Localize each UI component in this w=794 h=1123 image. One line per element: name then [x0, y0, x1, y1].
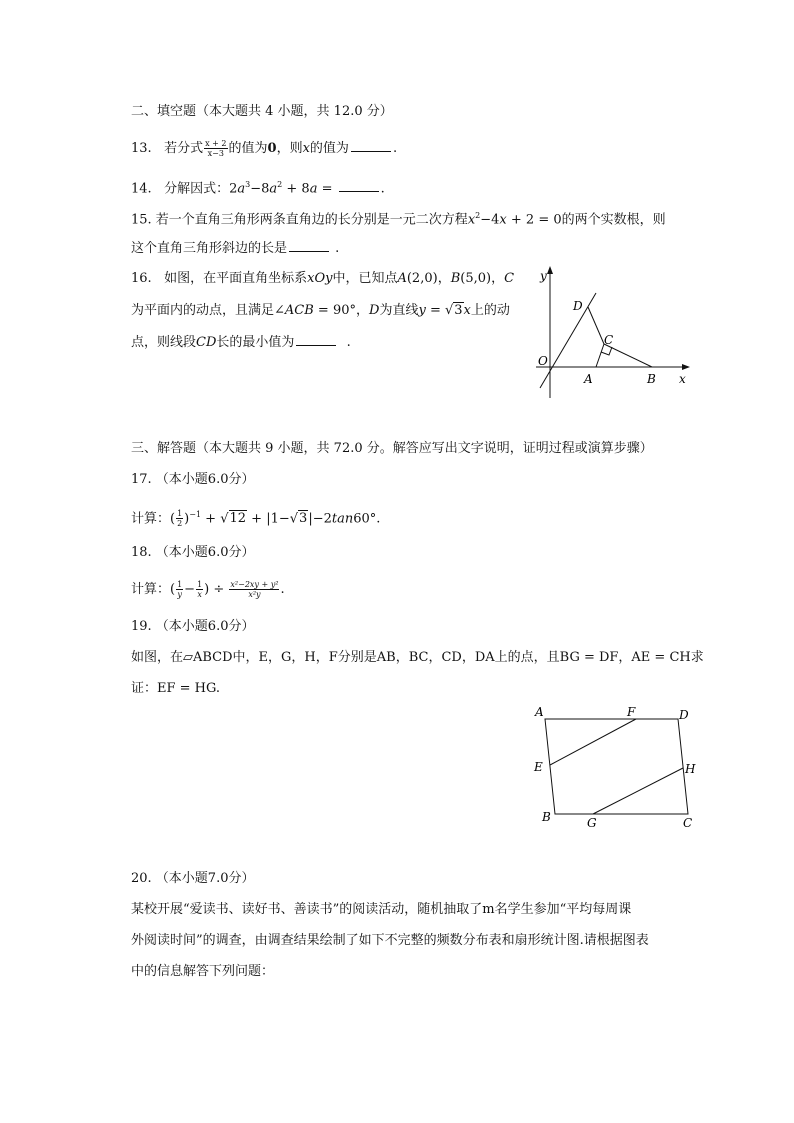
q16-line2c: 为直线 — [379, 303, 419, 318]
q16-coordinate-figure — [530, 262, 700, 400]
q16-C: C — [504, 271, 515, 286]
q14-a1: a — [237, 181, 246, 197]
q17-text-a: 计算：( — [131, 511, 176, 527]
q18-frac1-num: 1 — [177, 580, 183, 589]
q15-eq-minus4: −4 — [480, 212, 500, 228]
q18-frac2 — [196, 580, 203, 599]
fig19-label-G: G — [587, 816, 597, 830]
q14-plus8: + 8 — [282, 181, 310, 197]
q16-D: D — [369, 303, 380, 318]
q14-text-e: . — [380, 181, 385, 197]
q17-text-f: 60°. — [353, 511, 381, 527]
q16-text-b: 中，已知点 — [332, 271, 398, 286]
q15-line1: 15. 若一个直角三角形两条直角边的长分别是一元二次方程 — [131, 212, 468, 228]
fig16-segment-DC — [588, 307, 604, 344]
q16-comma1: ， — [437, 271, 451, 286]
q14-minus8: −8 — [250, 181, 270, 197]
q16-acb: ACB — [284, 303, 314, 318]
fig16-label-C: C — [604, 333, 614, 347]
fig16-label-D: D — [573, 299, 583, 313]
q13-text-c: ，则 — [276, 141, 303, 156]
q15-line2: 这个直角三角形斜边的长是 — [131, 241, 288, 256]
fig19-label-F: F — [627, 705, 636, 719]
q16-A-coords: (2,0) — [406, 271, 438, 286]
q17-text-c: + √ — [201, 511, 229, 527]
q18-frac2-num: 1 — [197, 580, 203, 589]
q19-parallelogram-figure — [528, 703, 708, 833]
q15-end: . — [335, 241, 340, 256]
q13-text-a: 若分式 — [164, 141, 204, 156]
q13-zero: 0 — [267, 141, 277, 156]
q13-text-d: 的值为 — [309, 141, 349, 156]
q13-fraction — [204, 139, 227, 158]
q13-answer-blank[interactable] — [351, 139, 391, 152]
q16-comma2: ， — [491, 271, 505, 286]
q18-frac1 — [176, 580, 183, 599]
q16-line3a: 点，则线段 — [131, 335, 197, 350]
q16-xoy: xOy — [307, 271, 333, 286]
q18-bigfrac — [229, 580, 279, 599]
question-16-line1 — [131, 270, 514, 288]
q17-half-num: 1 — [177, 509, 183, 519]
fig16-label-y: y — [540, 269, 547, 283]
q13-x: x — [302, 141, 310, 156]
q16-text-a: 如图，在平面直角坐标系 — [164, 271, 308, 286]
q15-eq-x1: x — [467, 212, 476, 228]
fig16-segment-AC — [596, 344, 604, 367]
fig16-label-A: A — [584, 372, 593, 386]
q13-text-b: 的值为 — [228, 141, 268, 156]
q15-tail: 的两个实数根，则 — [561, 212, 666, 228]
q14-a3: a — [309, 181, 318, 197]
q14-equals: = — [317, 181, 337, 197]
q16-B: B — [450, 271, 461, 286]
q16-line2b: = 90°， — [313, 303, 369, 318]
q17-sqrt3: 3 — [299, 511, 308, 527]
q16-sqrt3: 3 — [454, 303, 463, 318]
q17-half-den: 2 — [177, 519, 183, 529]
q16-cd: CD — [196, 335, 217, 350]
question-17-head: 17. （本小题6.0分） — [131, 472, 255, 487]
q18-bigfrac-num: x²−2xy + y² — [230, 580, 279, 589]
question-18-expr — [131, 580, 285, 599]
q15-eq-x2: x — [499, 212, 507, 228]
fig16-label-O: O — [538, 354, 548, 368]
q16-end: . — [346, 335, 351, 350]
question-16-line2 — [131, 302, 510, 320]
q17-tan: tan — [331, 511, 354, 527]
q16-A: A — [397, 271, 407, 286]
section2-header: 二、填空题（本大题共 4 小题，共 12.0 分） — [131, 104, 393, 119]
q16-number: 16. — [131, 271, 152, 286]
fig16-x-arrow — [682, 364, 690, 370]
q13-text-e: . — [392, 141, 398, 156]
fig19-label-E: E — [534, 760, 543, 774]
q17-text-d: + |1−√ — [247, 511, 299, 527]
q15-eq-rest: + 2 = 0 — [506, 212, 562, 228]
q15-answer-blank[interactable] — [289, 239, 329, 252]
question-16-line3 — [131, 333, 351, 352]
question-15-line1: 15. 若一个直角三角形两条直角边的长分别是一元二次方程$x^2-4x + 2 = 0$的两个实数根，则 — [131, 211, 666, 228]
q18-text-c: . — [280, 582, 285, 597]
fig19-label-C: C — [683, 816, 693, 830]
q18-minus: − — [184, 582, 196, 597]
q17-half — [176, 509, 183, 528]
q18-text-b: ) ÷ — [204, 582, 229, 597]
q13-frac-num: x + 2 — [205, 139, 227, 148]
q17-sqrt12: 12 — [229, 511, 247, 527]
q18-frac2-den: x — [197, 590, 202, 599]
section3-header: 三、解答题（本大题共 9 小题，共 72.0 分。解答应写出文字说明，证明过程或演算步骤） — [131, 441, 653, 456]
q16-line2d: = √ — [425, 303, 454, 318]
q13-number: 13. — [131, 141, 152, 156]
q18-text-a: 计算：( — [131, 582, 176, 597]
question-20-line1: 某校开展“爱读书、读好书、善读书”的阅读活动，随机抽取了m名学生参加“平均每周课 — [131, 902, 632, 917]
question-20-line3: 中的信息解答下列问题： — [131, 964, 275, 979]
fig19-label-H: H — [685, 762, 696, 776]
question-20-line2: 外阅读时间”的调查，由调查结果绘制了如下不完整的频数分布表和扇形统计图.请根据图表 — [131, 933, 649, 948]
q18-frac1-den: y — [177, 590, 182, 599]
question-13 — [131, 139, 397, 158]
q16-y: y — [418, 303, 426, 318]
question-19-head: 19. （本小题6.0分） — [131, 619, 255, 634]
question-14: 14. 分解因式：$2a^3-8a^2 + 8a$ = . — [131, 180, 385, 197]
q17-text-e: |−2 — [308, 511, 332, 527]
q16-answer-blank[interactable] — [296, 333, 336, 346]
fig19-parallelogram — [545, 719, 688, 814]
q13-frac-den: x−3 — [207, 149, 224, 158]
fig19-segment-HG — [593, 768, 683, 814]
question-18-head: 18. （本小题6.0分） — [131, 545, 255, 560]
q17-exponent: −1 — [189, 510, 202, 519]
fig16-label-x: x — [679, 372, 686, 386]
fig19-segment-EF — [550, 719, 636, 765]
q14-a2: a — [269, 181, 278, 197]
fig19-label-B: B — [542, 810, 551, 824]
q16-line3b: 长的最小值为 — [216, 335, 295, 350]
q16-line2e: 上的动 — [470, 303, 510, 318]
q14-text-a: 分解因式：2 — [164, 181, 238, 197]
q17-text-b: ) — [184, 511, 190, 527]
q18-bigfrac-den: x²y — [248, 590, 261, 599]
fig16-y-arrow — [547, 266, 553, 274]
fig16-label-B: B — [647, 372, 656, 386]
q14-answer-blank[interactable] — [339, 179, 379, 192]
q16-B-coords: (5,0) — [460, 271, 492, 286]
question-19-line2: 证：EF = HG. — [131, 681, 221, 696]
question-17-expr — [131, 506, 380, 528]
fig19-label-D: D — [679, 708, 689, 722]
q16-line2a: 为平面内的动点，且满足∠ — [131, 303, 285, 318]
q14-number: 14. — [131, 181, 152, 197]
question-15-line2 — [131, 239, 339, 258]
question-20-head: 20. （本小题7.0分） — [131, 871, 255, 886]
question-19-line1: 如图，在▱ABCD中，E，G，H，F分别是AB，BC，CD，DA上的点，且BG = DF，AE = CH求 — [131, 650, 704, 665]
q16-x: x — [463, 303, 471, 318]
fig16-segment-BC — [604, 344, 652, 367]
fig19-label-A: A — [535, 705, 544, 719]
